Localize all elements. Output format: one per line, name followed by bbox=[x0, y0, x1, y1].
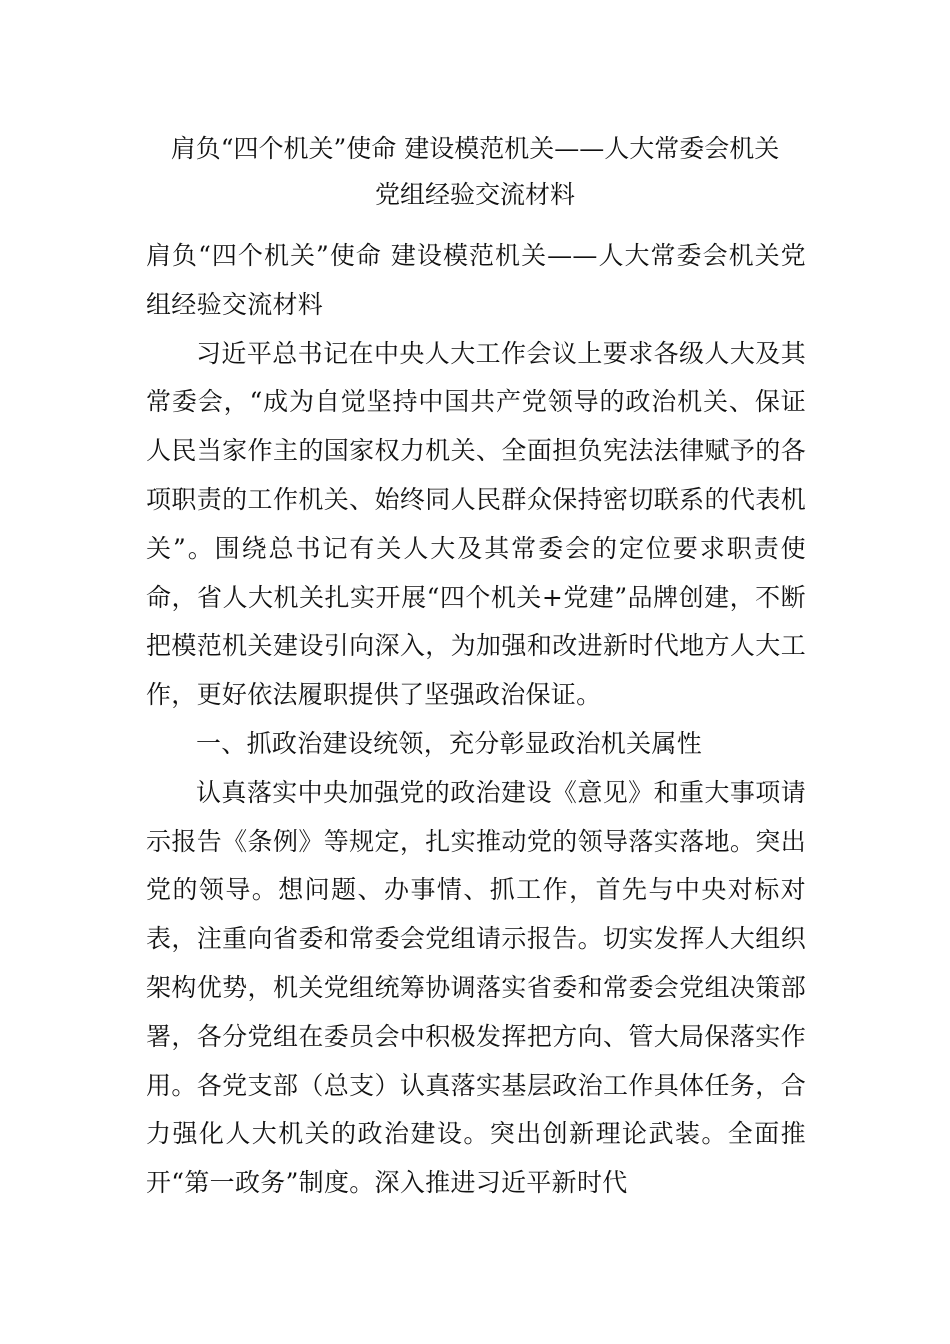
document-body bbox=[146, 232, 806, 1208]
repeat-title: 肩负“四个机关”使命 建设模范机关——人大常委会机关党组经验交流材料 bbox=[146, 241, 806, 319]
paragraph-intro: 习近平总书记在中央人大工作会议上要求各级人大及其常委会，“成为自觉坚持中国共产党领导的政治机关、保证人民当家作主的国家权力机关、全面担负宪法法律赋予的各项职责的工作机关、始终同人民群众保持密切联系的代表机关”。围绕总书记有关人大及其常委会的定位要求职责使命，省人大机关扎实开展“四个机关+党建”品牌创建，不断把模范机关建设引向深入，为加强和改进新时代地方人大工作，更好依法履职提供了坚强政治保证。 bbox=[146, 338, 806, 710]
document-title bbox=[140, 126, 810, 218]
paragraph-section-1: 认真落实中央加强党的政治建设《意见》和重大事项请示报告《条例》等规定，扎实推动党的领导落实落地。突出党的领导。想问题、办事情、抓工作，首先与中央对标对表，注重向省委和常委会党组请示报告。切实发挥人大组织架构优势，机关党组统筹协调落实省委和常委会党组决策部署，各分党组在委员会中积极发挥把方向、管大局保落实作用。各党支部（总支）认真落实基层政治工作具体任务，合力强化人大机关的政治建设。突出创新理论武装。全面推开“第一政务”制度。深入推进习近平新时代 bbox=[146, 777, 806, 1198]
title-line-2: 党组经验交流材料 bbox=[374, 180, 575, 209]
title-line-1: 肩负“四个机关”使命 建设模范机关——人大常委会机关 bbox=[170, 134, 780, 163]
section-heading-1: 一、抓政治建设统领，充分彰显政治机关属性 bbox=[196, 728, 703, 758]
